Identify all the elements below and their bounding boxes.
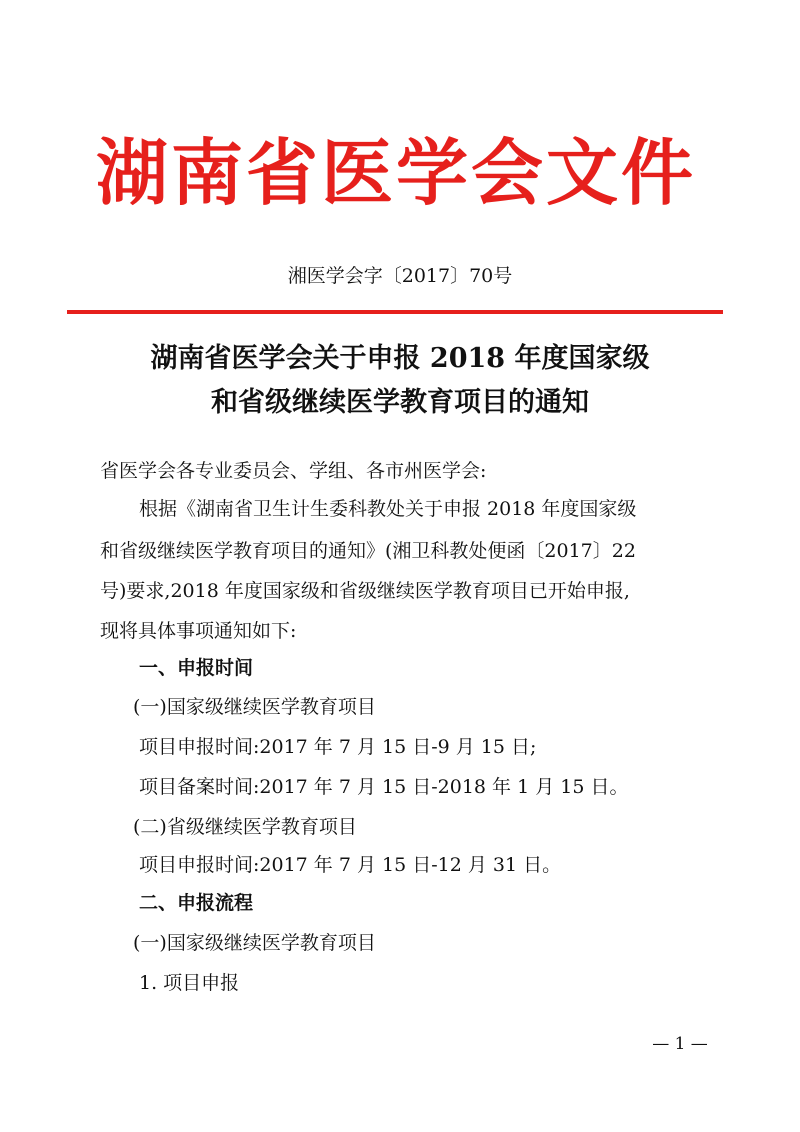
section-heading-1: 一、申报时间 xyxy=(139,657,254,679)
subsection-heading-2-1: (一)国家级继续医学教育项目 xyxy=(133,932,376,954)
page-number: — 1 — xyxy=(652,1034,708,1054)
document-number: 湘医学会字〔2017〕70号 xyxy=(287,265,513,287)
salutation: 省医学会各专业委员会、学组、各市州医学会: xyxy=(100,460,487,482)
paragraph-1-line-4: 现将具体事项通知如下: xyxy=(100,620,297,642)
section-heading-2: 二、申报流程 xyxy=(139,892,254,914)
red-divider-line xyxy=(67,310,723,314)
list-item: 项目申报时间:2017 年 7 月 15 日-12 月 31 日。 xyxy=(139,854,562,876)
masthead-title: 湖南省医学会文件 xyxy=(96,131,697,215)
paragraph-1-line-1: 根据《湖南省卫生计生委科教处关于申报 2018 年度国家级 xyxy=(139,498,637,520)
subsection-heading-1-1: (一)国家级继续医学教育项目 xyxy=(133,696,376,718)
list-item: 项目申报时间:2017 年 7 月 15 日-9 月 15 日; xyxy=(139,736,537,758)
paragraph-1-line-3: 号)要求,2018 年度国家级和省级继续医学教育项目已开始申报, xyxy=(100,580,630,602)
paragraph-1-line-2: 和省级继续医学教育项目的通知》(湘卫科教处便函〔2017〕22 xyxy=(100,540,636,562)
notice-title-line-2: 和省级继续医学教育项目的通知 xyxy=(211,387,589,418)
notice-title-line-1: 湖南省医学会关于申报 2018 年度国家级 xyxy=(150,343,650,374)
list-item: 1. 项目申报 xyxy=(139,972,240,994)
list-item: 项目备案时间:2017 年 7 月 15 日-2018 年 1 月 15 日。 xyxy=(139,776,629,798)
subsection-heading-1-2: (二)省级继续医学教育项目 xyxy=(133,816,357,838)
